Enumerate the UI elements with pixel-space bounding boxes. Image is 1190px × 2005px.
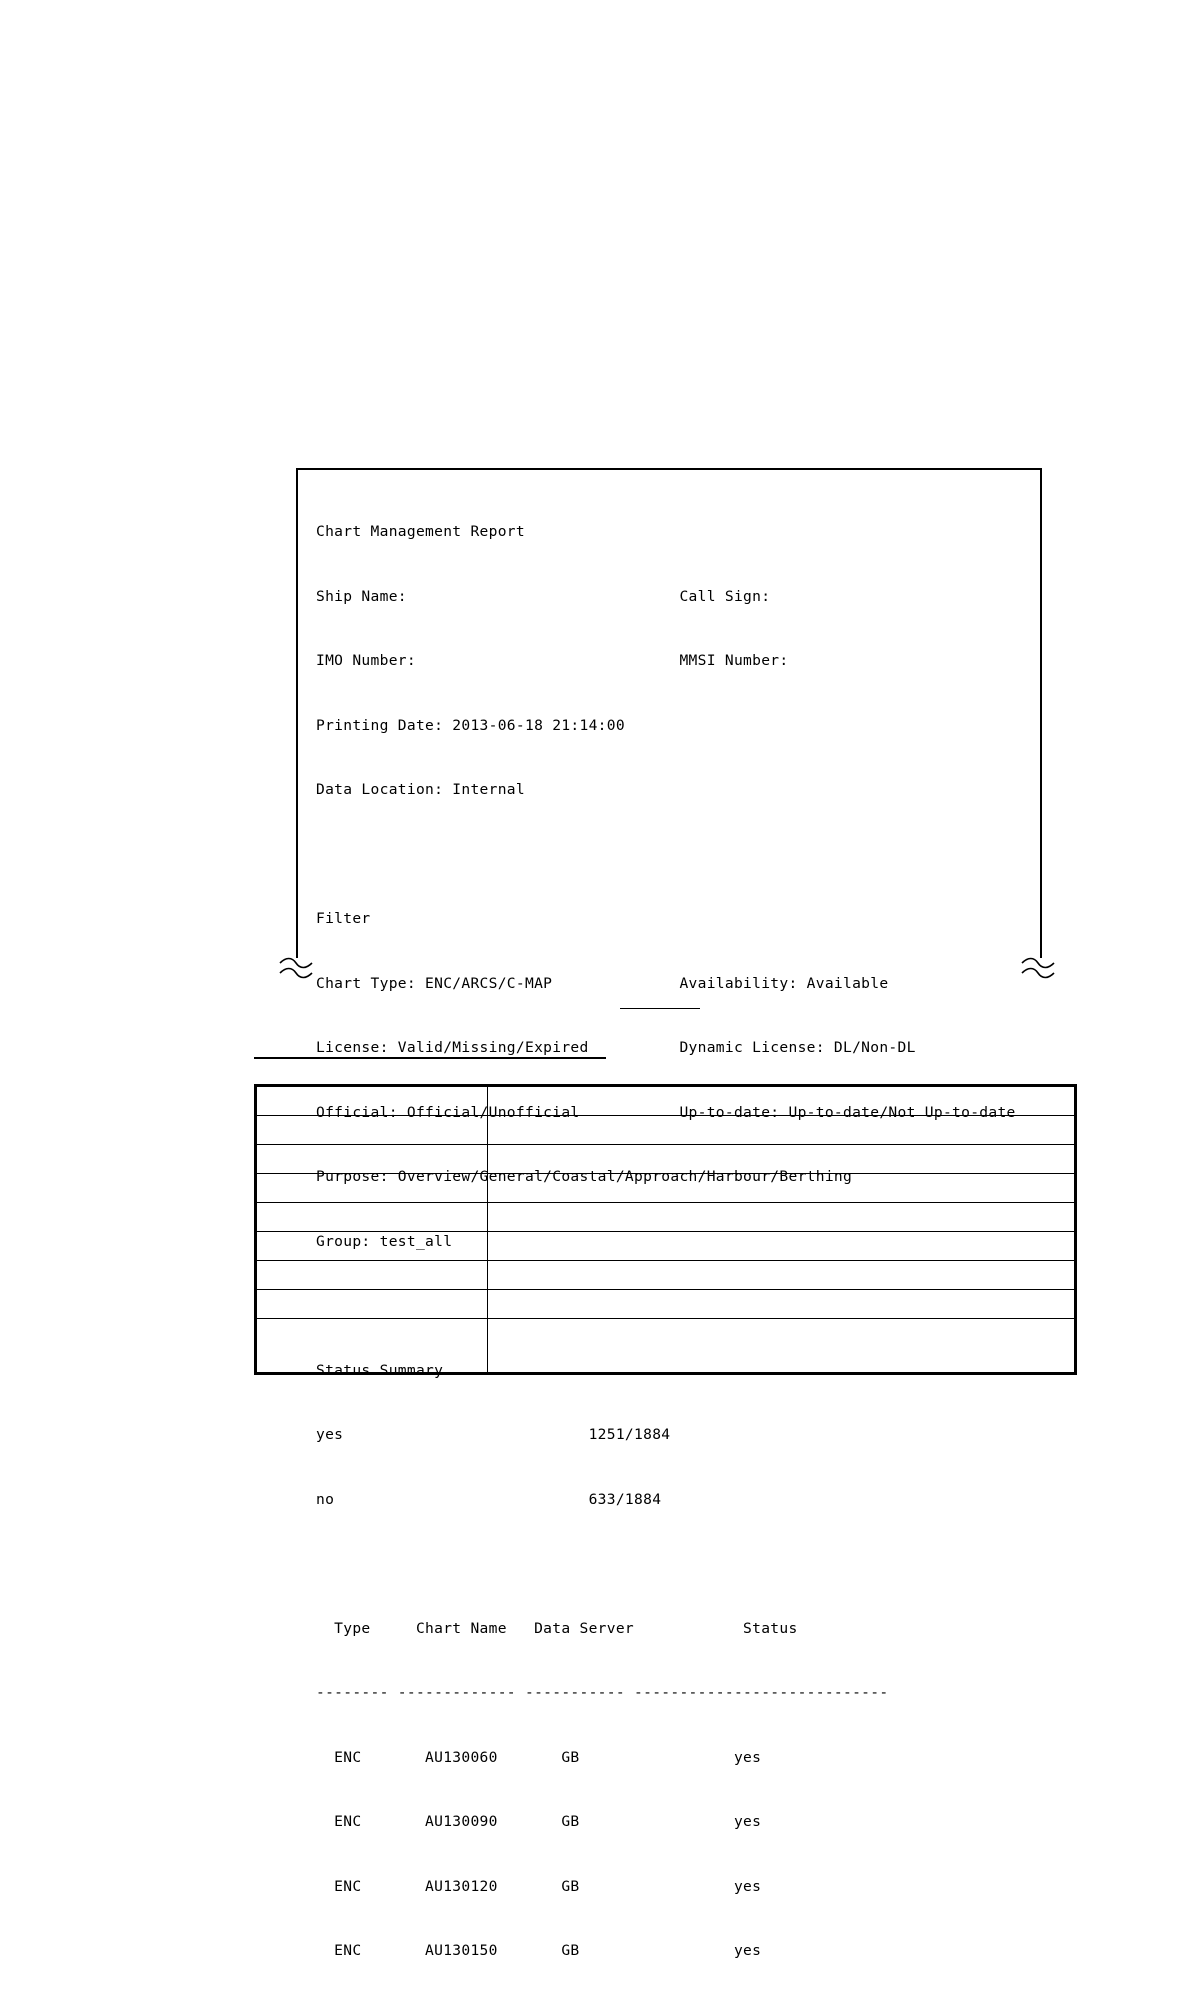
report-blank-line: [316, 1553, 1016, 1575]
table-row: [256, 1319, 1076, 1374]
table-row: [256, 1290, 1076, 1319]
table-row: [256, 1232, 1076, 1261]
filter-heading: Filter: [316, 910, 371, 927]
table-cell-description: [488, 1174, 1076, 1203]
table-cell-description: [488, 1290, 1076, 1319]
chart-list-header: Type Chart Name Data Server Status: [316, 1619, 798, 1637]
table-cell-item: [256, 1086, 488, 1116]
table-cell-item: [256, 1116, 488, 1145]
report-title: Chart Management Report: [316, 523, 525, 540]
table-cell-item: [256, 1145, 488, 1174]
report-items-table: [254, 1084, 1077, 1375]
chart-list-row: ENC AU130150 GB yes: [316, 1942, 762, 1959]
table-cell-item: [256, 1261, 488, 1290]
table-row: [256, 1203, 1076, 1232]
table-row: [256, 1116, 1076, 1145]
report-line-imo-number: IMO Number: MMSI Number:: [316, 652, 789, 669]
filter-line-purpose: Purpose: Overview/General/Coastal/Approach/Harbour/Berthing: [316, 1168, 853, 1185]
table-cell-description: [488, 1203, 1076, 1232]
table-row: [256, 1145, 1076, 1174]
chart-list-row: ENC AU130090 GB yes: [316, 1813, 762, 1830]
chart-list-row: ENC AU130120 GB yes: [316, 1877, 762, 1895]
table-cell-description: [488, 1086, 1076, 1116]
table-cell-item: [256, 1319, 488, 1374]
wave-break-icon-right: [1020, 954, 1056, 984]
table-cell-item: [256, 1174, 488, 1203]
table-cell-item: [256, 1203, 488, 1232]
table-cell-description: [488, 1319, 1076, 1374]
report-line-ship-name: Ship Name: Call Sign:: [316, 587, 771, 605]
table-cell-description: [488, 1116, 1076, 1145]
status-summary-no: no 633/1884: [316, 1490, 662, 1508]
table-cell-description: [488, 1261, 1076, 1290]
report-blank-line: [316, 844, 1016, 866]
report-line-printing-date: Printing Date: 2013-06-18 21:14:00: [316, 716, 625, 734]
filter-line-license: License: Valid/Missing/Expired Dynamic License: DL/Non-DL: [316, 1039, 916, 1056]
section-heading-underline: [254, 1057, 606, 1059]
table-row: [256, 1086, 1076, 1116]
filter-line-official: Official: Official/Unofficial Up-to-date: Up-to-date/Not Up-to-date: [316, 1103, 1016, 1121]
filter-line-group: Group: test_all: [316, 1232, 453, 1250]
table-row: [256, 1261, 1076, 1290]
report-line-data-location: Data Location: Internal: [316, 781, 525, 798]
figure-caption-underline: [620, 1008, 700, 1009]
table-row: [256, 1174, 1076, 1203]
chart-list-separator: -------- ------------- ----------- ----------------------------: [316, 1684, 889, 1701]
table-cell-description: [488, 1145, 1076, 1174]
status-summary-heading: Status Summary: [316, 1361, 444, 1379]
table-cell-description: [488, 1232, 1076, 1261]
wave-break-icon-left: [278, 954, 314, 984]
chart-list-row: ENC AU130060 GB yes: [316, 1748, 762, 1766]
table-cell-item: [256, 1290, 488, 1319]
status-summary-yes: yes 1251/1884: [316, 1426, 671, 1443]
table-cell-item: [256, 1232, 488, 1261]
filter-line-chart-type: Chart Type: ENC/ARCS/C-MAP Availability: Available: [316, 974, 889, 992]
chart-management-report-printout: [296, 468, 1042, 1959]
